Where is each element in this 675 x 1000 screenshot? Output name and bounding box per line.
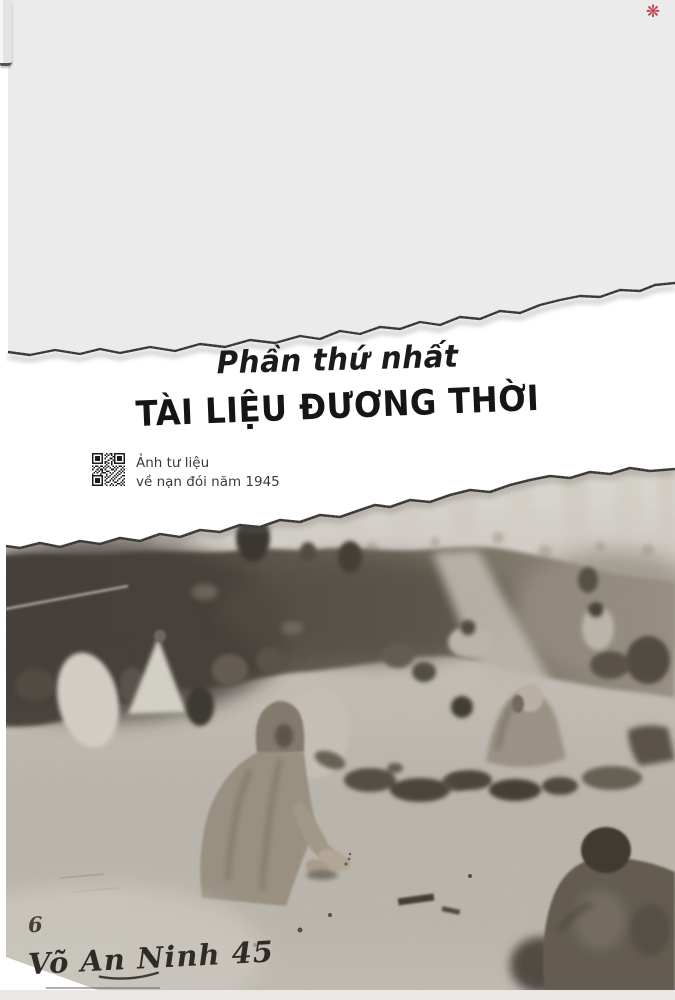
qr-caption-line1: Ảnh tư liệu xyxy=(136,455,210,471)
section-kicker: Phần thứ nhất xyxy=(216,338,459,382)
photo-scene xyxy=(0,460,675,1000)
asterisk-ornament-icon: ❋ xyxy=(645,2,661,22)
section-title: TÀI LIỆU ĐƯƠNG THỜI xyxy=(134,378,541,436)
torn-paper-panel xyxy=(0,0,675,365)
photo-sepia-tint xyxy=(0,460,675,1000)
photo-signature: Võ An Ninh 45 xyxy=(27,934,275,982)
photo-negative-number: 6 xyxy=(27,911,44,938)
famine-photo xyxy=(0,460,675,1000)
underlying-page-edge xyxy=(0,0,12,66)
qr-caption-line2: về nạn đói năm 1945 xyxy=(136,473,280,490)
